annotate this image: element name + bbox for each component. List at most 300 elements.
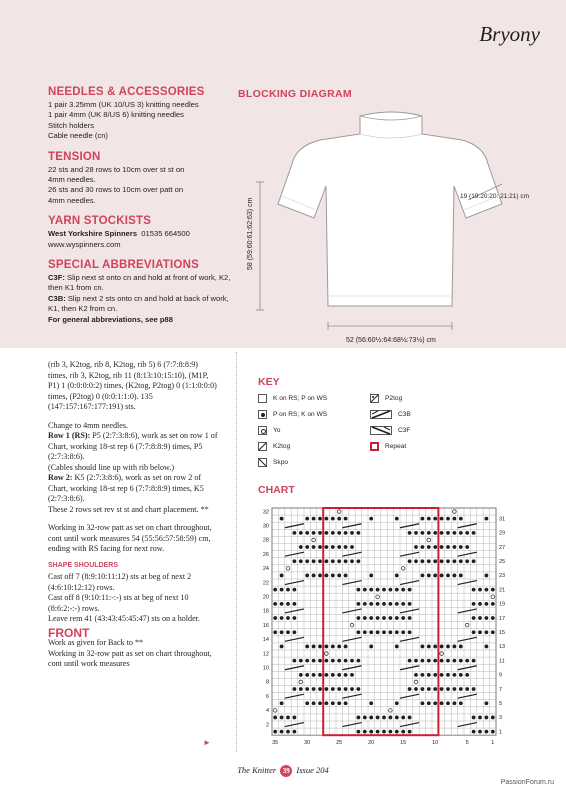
needles-line: 1 pair 3.25mm (UK 10/US 3) knitting needles [48,100,199,109]
row-label-right: 27 [499,544,506,551]
purl-dot [472,630,476,634]
c3b-label: C3B: [48,293,66,303]
purl-dot [363,630,367,634]
purl-dot [465,531,469,535]
sleeve-measure: 19 (19:20:20: 21:21) cm [460,193,530,200]
purl-dot [312,701,316,705]
purl-dot [318,659,322,663]
purl-dot [376,730,380,734]
pattern-title: Bryony [479,22,540,46]
purl-dot [453,517,457,521]
row-label-left: 2 [265,722,269,729]
footer-mag: The Knitter [237,765,277,775]
purl-dot [395,574,399,578]
purl-dot [376,630,380,634]
row-label-right: 5 [499,701,503,708]
purl-dot [395,517,399,521]
row-label-left: 26 [262,551,269,558]
purl-dot [331,701,335,705]
purl-dot [299,659,303,663]
purl-dot [459,545,463,549]
c3f-symbol-icon [370,426,392,435]
purl-dot [305,701,309,705]
purl-dot [325,673,329,677]
yarn-phone: 01535 664500 [141,229,190,239]
purl-dot [350,559,354,563]
row1-note: (Cables should line up with rib below.) [48,462,175,472]
purl-dot [453,645,457,649]
purl-dot [485,616,489,620]
purl-dot [318,673,322,677]
purl-dot [446,687,450,691]
purl-dot [382,630,386,634]
purl-dot [363,588,367,592]
purl-dot [344,645,348,649]
purl-dot [273,630,277,634]
purl-dot [440,645,444,649]
purl-dot [395,588,399,592]
yarn-heading: YARN STOCKISTS [48,215,152,228]
purl-dot [446,531,450,535]
purl-dot [446,545,450,549]
purl-swatch-icon [258,410,267,419]
purl-dot [401,616,405,620]
purl-dot [293,616,297,620]
needles-line: 1 pair 4mm (UK 8/US 6) knitting needles [48,110,184,120]
row-label-left: 24 [262,566,269,573]
purl-dot [331,531,335,535]
purl-dot [414,545,418,549]
purl-dot [369,588,373,592]
purl-dot [363,616,367,620]
blocking-heading: BLOCKING DIAGRAM [238,88,352,100]
purl-dot [446,673,450,677]
purl-dot [440,673,444,677]
purl-dot [465,687,469,691]
row-label-left: 4 [265,708,269,715]
purl-dot [293,730,297,734]
purl-dot [369,730,373,734]
col-label: 30 [304,740,311,747]
continue-arrow-icon: ► [203,738,211,747]
purl-dot [427,559,431,563]
front-heading: FRONT [48,625,90,640]
purl-dot [293,588,297,592]
purl-dot [369,645,373,649]
purl-dot [389,730,393,734]
row-label-left: 6 [265,693,269,700]
purl-dot [299,545,303,549]
purl-dot [357,716,361,720]
row-label-right: 9 [499,672,503,679]
row-label-left: 12 [262,651,269,658]
tension-heading: TENSION [48,150,101,163]
purl-dot [459,687,463,691]
purl-dot [337,701,341,705]
purl-dot [421,574,425,578]
purl-dot [331,687,335,691]
purl-dot [395,716,399,720]
purl-dot [472,531,476,535]
purl-dot [325,559,329,563]
row-label-right: 23 [499,573,506,580]
purl-dot [491,730,495,734]
purl-dot [414,559,418,563]
purl-dot [350,687,354,691]
purl-dot [401,716,405,720]
purl-dot [273,730,277,734]
purl-dot [433,559,437,563]
purl-dot [325,574,329,578]
general-abbrev-note: For general abbreviations, see p88 [48,314,173,324]
purl-dot [325,545,329,549]
purl-dot [344,531,348,535]
purl-dot [395,602,399,606]
purl-dot [491,716,495,720]
purl-dot [280,701,284,705]
row-label-left: 32 [262,509,269,516]
key-item: Repeat [370,442,406,451]
purl-dot [293,531,297,535]
key-item: Skpo [258,458,288,467]
purl-dot [273,588,277,592]
purl-dot [357,730,361,734]
purl-dot [350,673,354,677]
col-label: 1 [491,740,495,747]
purl-dot [408,531,412,535]
purl-dot [427,673,431,677]
purl-dot [369,574,373,578]
purl-dot [401,602,405,606]
purl-dot [427,687,431,691]
row-label-left: 10 [262,665,269,672]
purl-dot [382,716,386,720]
key-item: K2tog [258,442,290,451]
c3b-symbol-icon [370,410,392,419]
purl-dot [440,701,444,705]
purl-dot [440,517,444,521]
purl-dot [331,673,335,677]
repeat-swatch-icon [370,442,379,451]
col-label: 35 [272,740,279,747]
purl-dot [337,574,341,578]
purl-dot [459,531,463,535]
purl-dot [485,645,489,649]
purl-dot [280,588,284,592]
purl-dot [408,687,412,691]
row-label-right: 3 [499,715,503,722]
purl-dot [318,517,322,521]
purl-dot [376,616,380,620]
purl-dot [337,559,341,563]
purl-dot [331,559,335,563]
purl-dot [427,517,431,521]
purl-dot [427,659,431,663]
row-label-right: 15 [499,630,506,637]
purl-dot [318,645,322,649]
purl-dot [446,645,450,649]
purl-dot [472,716,476,720]
purl-dot [440,559,444,563]
purl-dot [427,645,431,649]
col-label: 5 [465,740,469,747]
knit-swatch-icon [258,394,267,403]
purl-dot [331,659,335,663]
purl-dot [414,659,418,663]
purl-dot [305,559,309,563]
height-measure: 58 (59:60:61:62:63) cm [247,197,254,270]
purl-dot [273,616,277,620]
needles-line: Cable needle (cn) [48,131,108,141]
row-label-right: 25 [499,559,506,566]
purl-dot [357,559,361,563]
purl-dot [318,559,322,563]
purl-dot [376,602,380,606]
purl-dot [421,701,425,705]
purl-dot [293,687,297,691]
purl-dot [485,701,489,705]
row-label-left: 22 [262,580,269,587]
purl-dot [491,602,495,606]
purl-dot [485,574,489,578]
purl-dot [485,716,489,720]
purl-dot [485,588,489,592]
purl-dot [286,602,290,606]
purl-dot [312,517,316,521]
purl-dot [395,630,399,634]
purl-dot [337,545,341,549]
key-item: P2tog [370,394,402,403]
row-label-left: 28 [262,537,269,544]
purl-dot [453,574,457,578]
purl-dot [305,545,309,549]
purl-dot [312,687,316,691]
purl-dot [433,659,437,663]
purl-dot [414,673,418,677]
c3b-text: Slip next 2 sts onto cn and hold at back of work, K1, then K2 from cn. [48,293,229,314]
purl-dot [280,645,284,649]
row-label-right: 13 [499,644,506,651]
purl-dot [421,659,425,663]
purl-dot [325,645,329,649]
purl-dot [401,630,405,634]
purl-dot [357,531,361,535]
purl-dot [305,531,309,535]
purl-dot [446,559,450,563]
purl-dot [369,630,373,634]
purl-dot [459,673,463,677]
purl-dot [408,559,412,563]
instruction-para: Cast off 7 (8:9:10:11:12) sts at beg of next 2 (4:6:10:12:12) rows. [48,572,192,592]
purl-dot [446,574,450,578]
purl-dot [357,659,361,663]
purl-dot [421,559,425,563]
purl-dot [478,602,482,606]
purl-dot [421,517,425,521]
purl-dot [440,574,444,578]
purl-dot [491,616,495,620]
purl-dot [350,545,354,549]
purl-dot [478,616,482,620]
c3f-text: Slip next st onto cn and hold at front of work, K2, then K1 from cn. [48,273,231,293]
purl-dot [280,517,284,521]
purl-dot [446,517,450,521]
row-label-right: 1 [499,729,503,736]
purl-dot [446,701,450,705]
instructions-column [48,360,218,670]
purl-dot [312,673,316,677]
purl-dot [440,659,444,663]
row-label-right: 29 [499,530,506,537]
purl-dot [421,545,425,549]
page-number: 39 [280,765,292,777]
purl-dot [440,545,444,549]
purl-dot [408,602,412,606]
instruction-para: Work as given for Back to ** [48,638,144,647]
purl-dot [305,659,309,663]
skpo-swatch-icon [258,458,267,467]
purl-dot [453,659,457,663]
purl-dot [472,602,476,606]
row-label-left: 20 [262,594,269,601]
purl-dot [325,701,329,705]
purl-dot [421,687,425,691]
purl-dot [453,701,457,705]
purl-dot [421,645,425,649]
purl-dot [305,517,309,521]
purl-dot [491,630,495,634]
col-label: 10 [432,740,439,747]
purl-dot [312,659,316,663]
purl-dot [280,616,284,620]
purl-dot [389,630,393,634]
row2-text: K5 (2:7:3:8:6), work as set on row 2 of Chart, working 18-st rep 6 (7:7:8:8:9) times, K5 (2:7:3:8:6). [48,473,204,503]
purl-dot [427,701,431,705]
row1-text: P5 (2:7:3:8:6), work as set on row 1 of Chart, working 18-st rep 6 (7:7:8:8:9) times, P5 (2:7:3:8:6). [48,431,218,461]
purl-dot [312,574,316,578]
purl-dot [414,531,418,535]
row2-note: These 2 rows set rev st st and chart placement. ** [48,504,209,514]
purl-dot [318,701,322,705]
purl-dot [331,545,335,549]
purl-dot [305,673,309,677]
purl-dot [478,630,482,634]
purl-dot [299,687,303,691]
purl-dot [350,659,354,663]
purl-dot [465,545,469,549]
instruction-para: Working in 32-row patt as set on chart throughout, cont until work measures [48,648,212,668]
purl-dot [478,730,482,734]
instruction-para: Working in 32-row patt as set on chart throughout, cont until work measures 54 (55:56:57:58:59) cm, ending with RS facing for next row. [48,523,212,553]
row-label-right: 21 [499,587,506,594]
column-divider [236,352,237,752]
purl-dot [331,574,335,578]
purl-dot [293,659,297,663]
purl-dot [325,531,329,535]
row-label-left: 18 [262,608,269,615]
purl-dot [395,701,399,705]
purl-dot [280,730,284,734]
purl-dot [363,716,367,720]
purl-dot [337,645,341,649]
purl-dot [337,673,341,677]
purl-dot [331,645,335,649]
purl-dot [433,531,437,535]
col-label: 25 [336,740,343,747]
key-heading: KEY [258,376,280,388]
purl-dot [459,645,463,649]
purl-dot [357,602,361,606]
purl-dot [312,531,316,535]
purl-dot [433,645,437,649]
purl-dot [465,559,469,563]
row-label-left: 16 [262,622,269,629]
purl-dot [408,616,412,620]
info-column [48,86,238,325]
purl-dot [395,730,399,734]
purl-dot [389,716,393,720]
purl-dot [273,602,277,606]
purl-dot [305,574,309,578]
purl-dot [427,545,431,549]
purl-dot [280,716,284,720]
purl-dot [414,687,418,691]
row-label-left: 8 [265,679,269,686]
purl-dot [344,659,348,663]
purl-dot [408,630,412,634]
purl-dot [472,559,476,563]
purl-dot [293,716,297,720]
purl-dot [369,701,373,705]
purl-dot [459,701,463,705]
purl-dot [472,616,476,620]
purl-dot [286,716,290,720]
instruction-para: Change to 4mm needles. [48,420,129,430]
purl-dot [389,616,393,620]
purl-dot [453,673,457,677]
purl-dot [472,588,476,592]
purl-dot [318,687,322,691]
purl-dot [305,645,309,649]
purl-dot [408,659,412,663]
purl-dot [331,517,335,521]
tension-line: 22 sts and 28 rows to 10cm over st st on [48,164,185,174]
purl-dot [344,574,348,578]
purl-dot [395,616,399,620]
purl-dot [382,588,386,592]
purl-dot [312,559,316,563]
purl-dot [325,659,329,663]
shape-shoulders-heading: SHAPE SHOULDERS [48,561,119,569]
width-measure: 52 (56:60½:64:68½:73½) cm [346,337,436,344]
purl-dot [280,630,284,634]
purl-dot [357,588,361,592]
purl-dot [273,716,277,720]
row2-label: Row 2: [48,473,73,482]
purl-dot [369,517,373,521]
purl-dot [459,574,463,578]
purl-dot [433,701,437,705]
key-item: Yo [258,426,280,435]
instruction-para: Leave rem 41 (43:43:45:45:47) sts on a holder. [48,614,200,623]
purl-dot [369,616,373,620]
purl-dot [382,602,386,606]
yarn-web[interactable]: www.wyspinners.com [48,239,121,249]
purl-dot [376,716,380,720]
row-label-right: 11 [499,658,505,665]
purl-dot [491,588,495,592]
purl-dot [344,559,348,563]
